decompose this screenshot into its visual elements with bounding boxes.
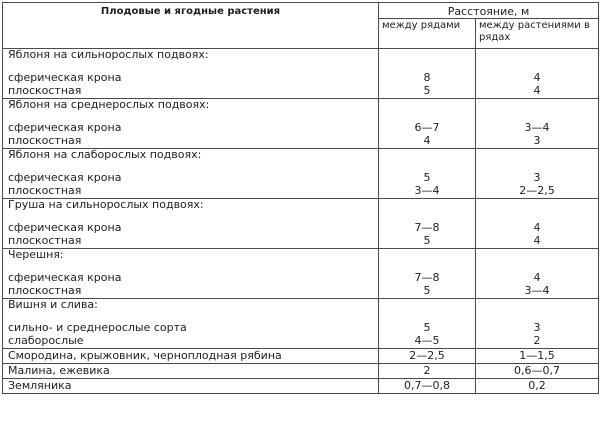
table-row <box>3 321 599 335</box>
distance-between-plants: 4 <box>476 271 599 285</box>
group-title: Вишня и слива: <box>3 299 379 321</box>
table-row <box>3 379 599 394</box>
plant-form: сферическая крона <box>3 71 379 85</box>
table-row <box>3 71 599 85</box>
distance-between-rows: 7—8 <box>379 221 476 235</box>
table-body <box>3 49 599 394</box>
distance-between-rows: 4 <box>379 135 476 149</box>
group-title: Черешня: <box>3 249 379 271</box>
table-row <box>3 85 599 99</box>
plant-name: Малина, ежевика <box>3 364 379 379</box>
distance-between-rows: 8 <box>379 71 476 85</box>
plant-form: плоскостная <box>3 285 379 299</box>
header-plants: Плодовые и ягодные растения <box>3 3 379 49</box>
empty-cell <box>379 249 476 271</box>
plant-form: плоскостная <box>3 85 379 99</box>
group-title-row <box>3 149 599 171</box>
distance-between-plants: 0,6—0,7 <box>476 364 599 379</box>
table-row <box>3 171 599 185</box>
distance-between-plants: 2 <box>476 335 599 349</box>
plant-form: сферическая крона <box>3 271 379 285</box>
group-title: Яблоня на сильнорослых подвоях: <box>3 49 379 71</box>
table-row <box>3 235 599 249</box>
distance-between-rows: 6—7 <box>379 121 476 135</box>
empty-cell <box>379 299 476 321</box>
header-between-rows: между рядами <box>379 19 476 49</box>
distance-between-rows: 5 <box>379 321 476 335</box>
table-row <box>3 349 599 364</box>
empty-cell <box>476 249 599 271</box>
planting-distance-table <box>2 2 599 394</box>
distance-between-plants: 4 <box>476 221 599 235</box>
group-title: Яблоня на среднерослых подвоях: <box>3 99 379 121</box>
distance-between-plants: 1—1,5 <box>476 349 599 364</box>
distance-between-rows: 7—8 <box>379 271 476 285</box>
distance-between-rows: 2 <box>379 364 476 379</box>
distance-between-plants: 3—4 <box>476 121 599 135</box>
plant-form: плоскостная <box>3 135 379 149</box>
distance-between-plants: 3 <box>476 321 599 335</box>
distance-between-plants: 0,2 <box>476 379 599 394</box>
table-row <box>3 135 599 149</box>
group-title-row <box>3 99 599 121</box>
empty-cell <box>476 149 599 171</box>
plant-name: Смородина, крыжовник, черноплодная рябина <box>3 349 379 364</box>
empty-cell <box>476 49 599 71</box>
group-title: Груша на сильнорослых подвоях: <box>3 199 379 221</box>
plant-form: сферическая крона <box>3 171 379 185</box>
distance-between-plants: 3—4 <box>476 285 599 299</box>
table-row <box>3 335 599 349</box>
plant-form: сферическая крона <box>3 221 379 235</box>
empty-cell <box>379 99 476 121</box>
distance-between-plants: 3 <box>476 171 599 185</box>
group-title-row <box>3 49 599 71</box>
empty-cell <box>379 49 476 71</box>
empty-cell <box>476 299 599 321</box>
plant-form: слаборослые <box>3 335 379 349</box>
distance-between-rows: 2—2,5 <box>379 349 476 364</box>
table-row <box>3 221 599 235</box>
distance-between-plants: 4 <box>476 235 599 249</box>
plant-form: сферическая крона <box>3 121 379 135</box>
header-row <box>3 3 599 19</box>
plant-form: плоскостная <box>3 235 379 249</box>
table-row <box>3 185 599 199</box>
plant-form: плоскостная <box>3 185 379 199</box>
distance-between-rows: 3—4 <box>379 185 476 199</box>
distance-between-rows: 4—5 <box>379 335 476 349</box>
plant-name: Земляника <box>3 379 379 394</box>
table-row <box>3 285 599 299</box>
distance-between-plants: 3 <box>476 135 599 149</box>
group-title-row <box>3 249 599 271</box>
distance-between-plants: 4 <box>476 85 599 99</box>
header-between-plants: между растениями в рядах <box>476 19 599 49</box>
distance-between-rows: 5 <box>379 171 476 185</box>
empty-cell <box>379 149 476 171</box>
distance-between-rows: 5 <box>379 235 476 249</box>
header-distance: Расстояние, м <box>379 3 599 19</box>
distance-between-rows: 0,7—0,8 <box>379 379 476 394</box>
distance-between-plants: 4 <box>476 71 599 85</box>
distance-between-rows: 5 <box>379 85 476 99</box>
empty-cell <box>379 199 476 221</box>
empty-cell <box>476 199 599 221</box>
distance-between-plants: 2—2,5 <box>476 185 599 199</box>
table-row <box>3 121 599 135</box>
group-title: Яблоня на слаборослых подвоях: <box>3 149 379 171</box>
distance-between-rows: 5 <box>379 285 476 299</box>
plant-form: сильно- и среднерослые сорта <box>3 321 379 335</box>
group-title-row <box>3 199 599 221</box>
group-title-row <box>3 299 599 321</box>
table-row <box>3 364 599 379</box>
empty-cell <box>476 99 599 121</box>
table-row <box>3 271 599 285</box>
